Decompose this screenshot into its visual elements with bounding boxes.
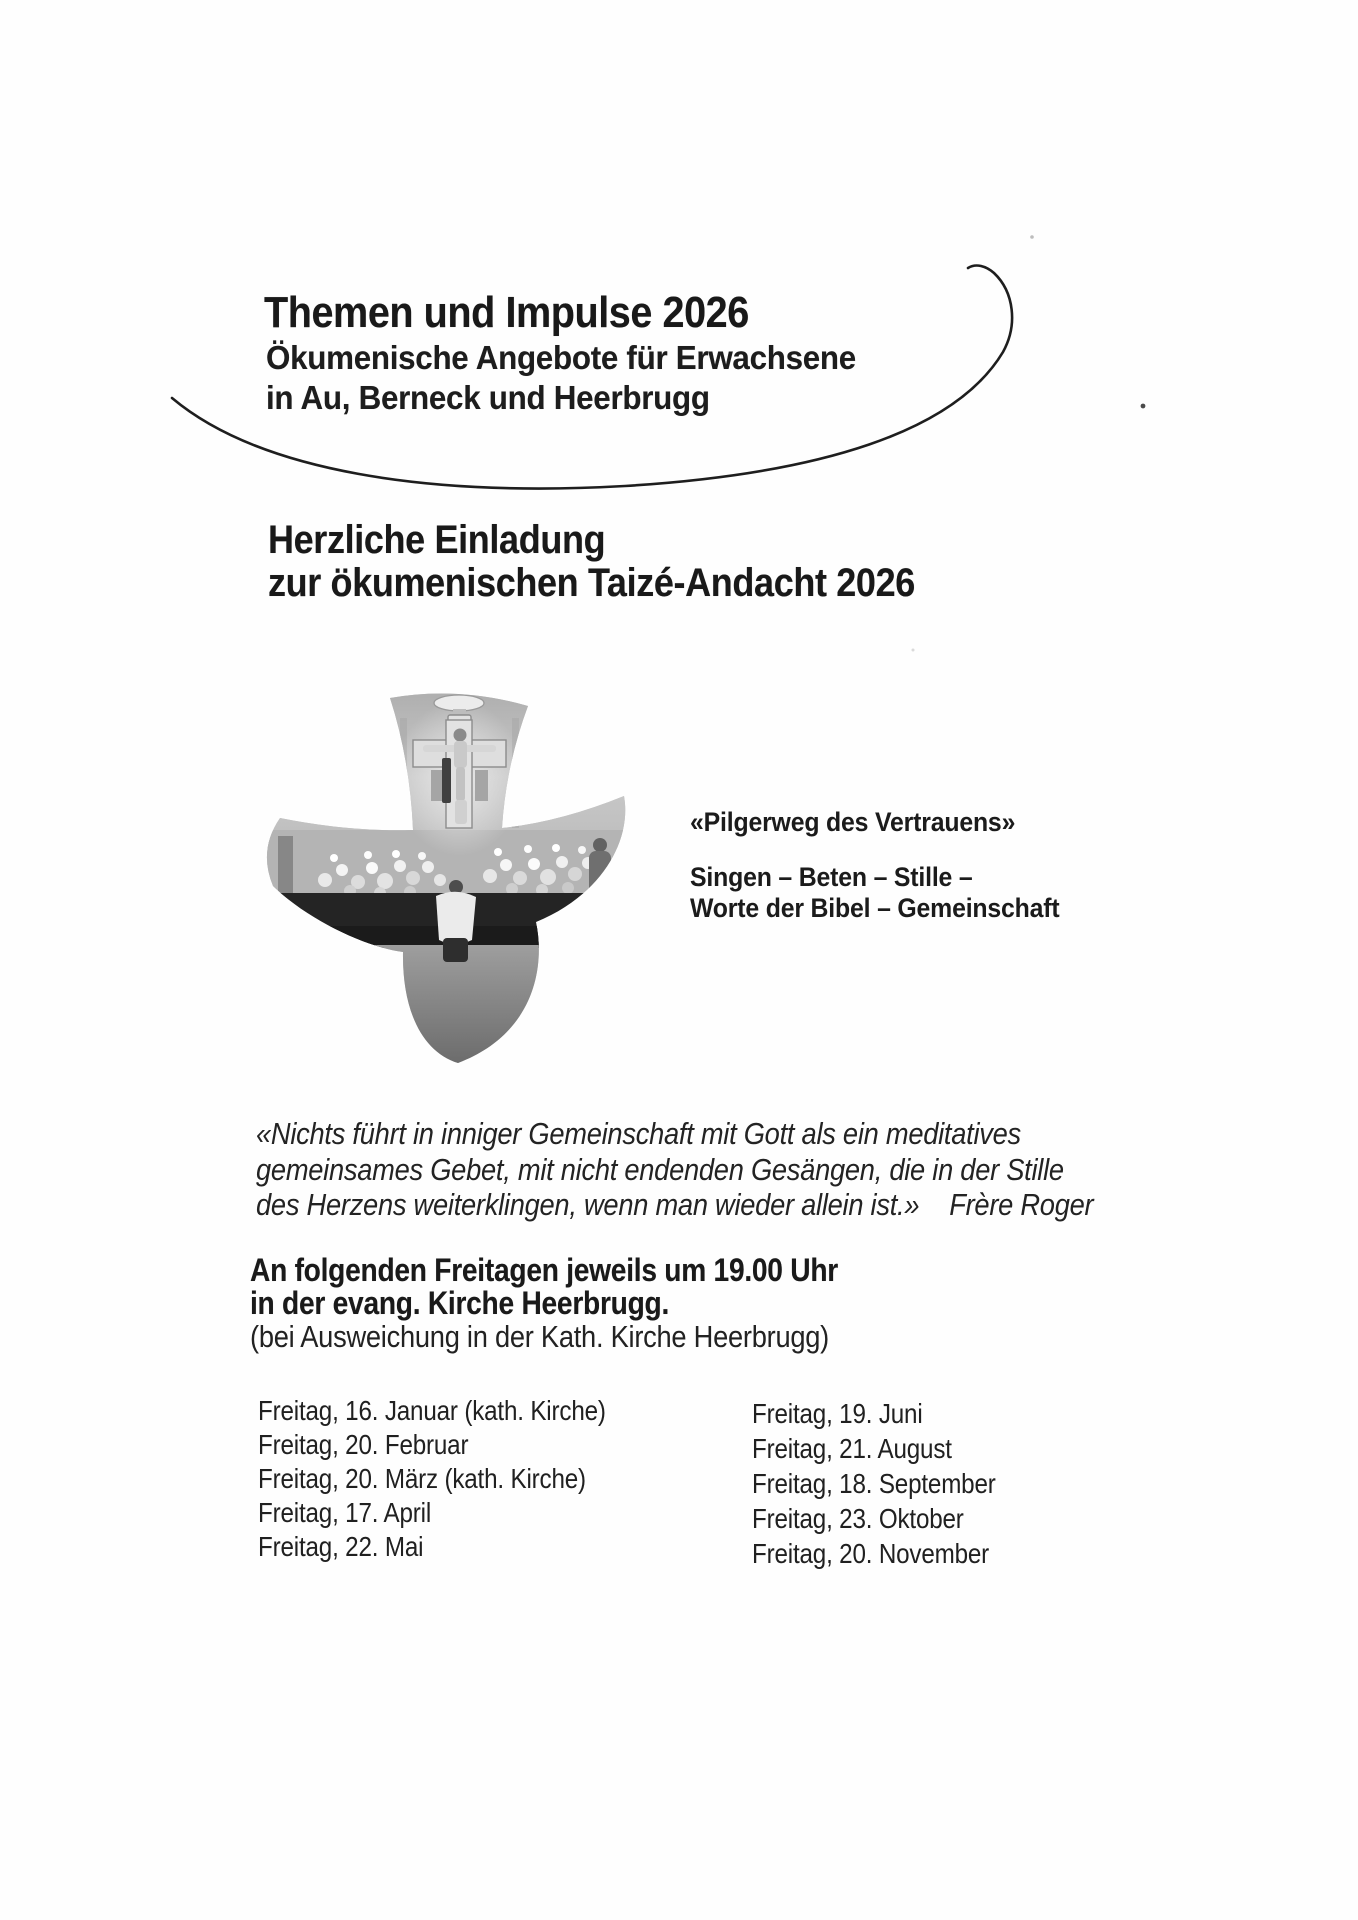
schedule-heading-line-2: in der evang. Kirche Heerbrugg. xyxy=(250,1285,670,1321)
date-item: Freitag, 18. September xyxy=(752,1468,996,1499)
invitation-line-1: Herzliche Einladung xyxy=(268,518,606,562)
pillar-silhouette xyxy=(278,836,293,898)
date-item: Freitag, 20. November xyxy=(752,1538,990,1569)
dove-photo-content xyxy=(250,690,650,1090)
dates-column-right xyxy=(752,1396,996,1571)
motto-heading xyxy=(690,807,1015,838)
schedule-heading xyxy=(250,1254,838,1353)
quote-attribution: Frère Roger xyxy=(949,1187,1094,1222)
quote-block xyxy=(256,1116,1093,1223)
motto-heading-text: «Pilgerweg des Vertrauens» xyxy=(690,807,1016,837)
quote-line-1: «Nichts führt in inniger Gemeinschaft mit Gott als ein meditatives xyxy=(256,1116,1021,1151)
schedule-heading-line-1: An folgenden Freitagen jeweils um 19.00 Uhr xyxy=(250,1252,838,1288)
quote-line-2: gemeinsames Gebet, mit nicht endenden Gesängen, die in der Stille xyxy=(256,1151,1064,1187)
scan-speck xyxy=(1030,235,1034,239)
page-title-text: Themen und Impulse 2026 xyxy=(264,288,749,337)
invitation-heading xyxy=(268,519,915,605)
date-item: Freitag, 21. August xyxy=(752,1433,952,1464)
invitation-line-2: zur ökumenischen Taizé-Andacht 2026 xyxy=(268,561,915,605)
scan-speck xyxy=(1141,404,1146,409)
date-item: Freitag, 23. Oktober xyxy=(752,1503,964,1534)
taize-dove-cross-image xyxy=(250,690,650,1090)
date-item: Freitag, 20. Februar xyxy=(258,1429,469,1460)
date-item: Freitag, 16. Januar (kath. Kirche) xyxy=(258,1395,606,1426)
date-item: Freitag, 19. Juni xyxy=(752,1398,923,1429)
motto-line-1: Singen – Beten – Stille – xyxy=(690,862,973,892)
scan-speck xyxy=(912,649,915,652)
schedule-note: (bei Ausweichung in der Kath. Kirche Heerbrugg) xyxy=(250,1319,829,1354)
dates-column-left xyxy=(258,1394,606,1564)
quote-line-3-text: des Herzens weiterklingen, wenn man wieder allein ist.» xyxy=(256,1187,920,1222)
page-subtitle xyxy=(266,338,856,418)
subtitle-line-1: Ökumenische Angebote für Erwachsene xyxy=(266,339,856,376)
date-item: Freitag, 20. März (kath. Kirche) xyxy=(258,1463,586,1494)
motto-lines xyxy=(690,862,1059,924)
subtitle-line-2: in Au, Berneck und Heerbrugg xyxy=(266,379,710,416)
page-title xyxy=(264,288,749,338)
quote-line-3 xyxy=(256,1187,1093,1223)
floor-area xyxy=(250,945,650,1090)
date-item: Freitag, 22. Mai xyxy=(258,1531,424,1562)
date-item: Freitag, 17. April xyxy=(258,1497,432,1528)
motto-line-2: Worte der Bibel – Gemeinschaft xyxy=(690,893,1060,923)
